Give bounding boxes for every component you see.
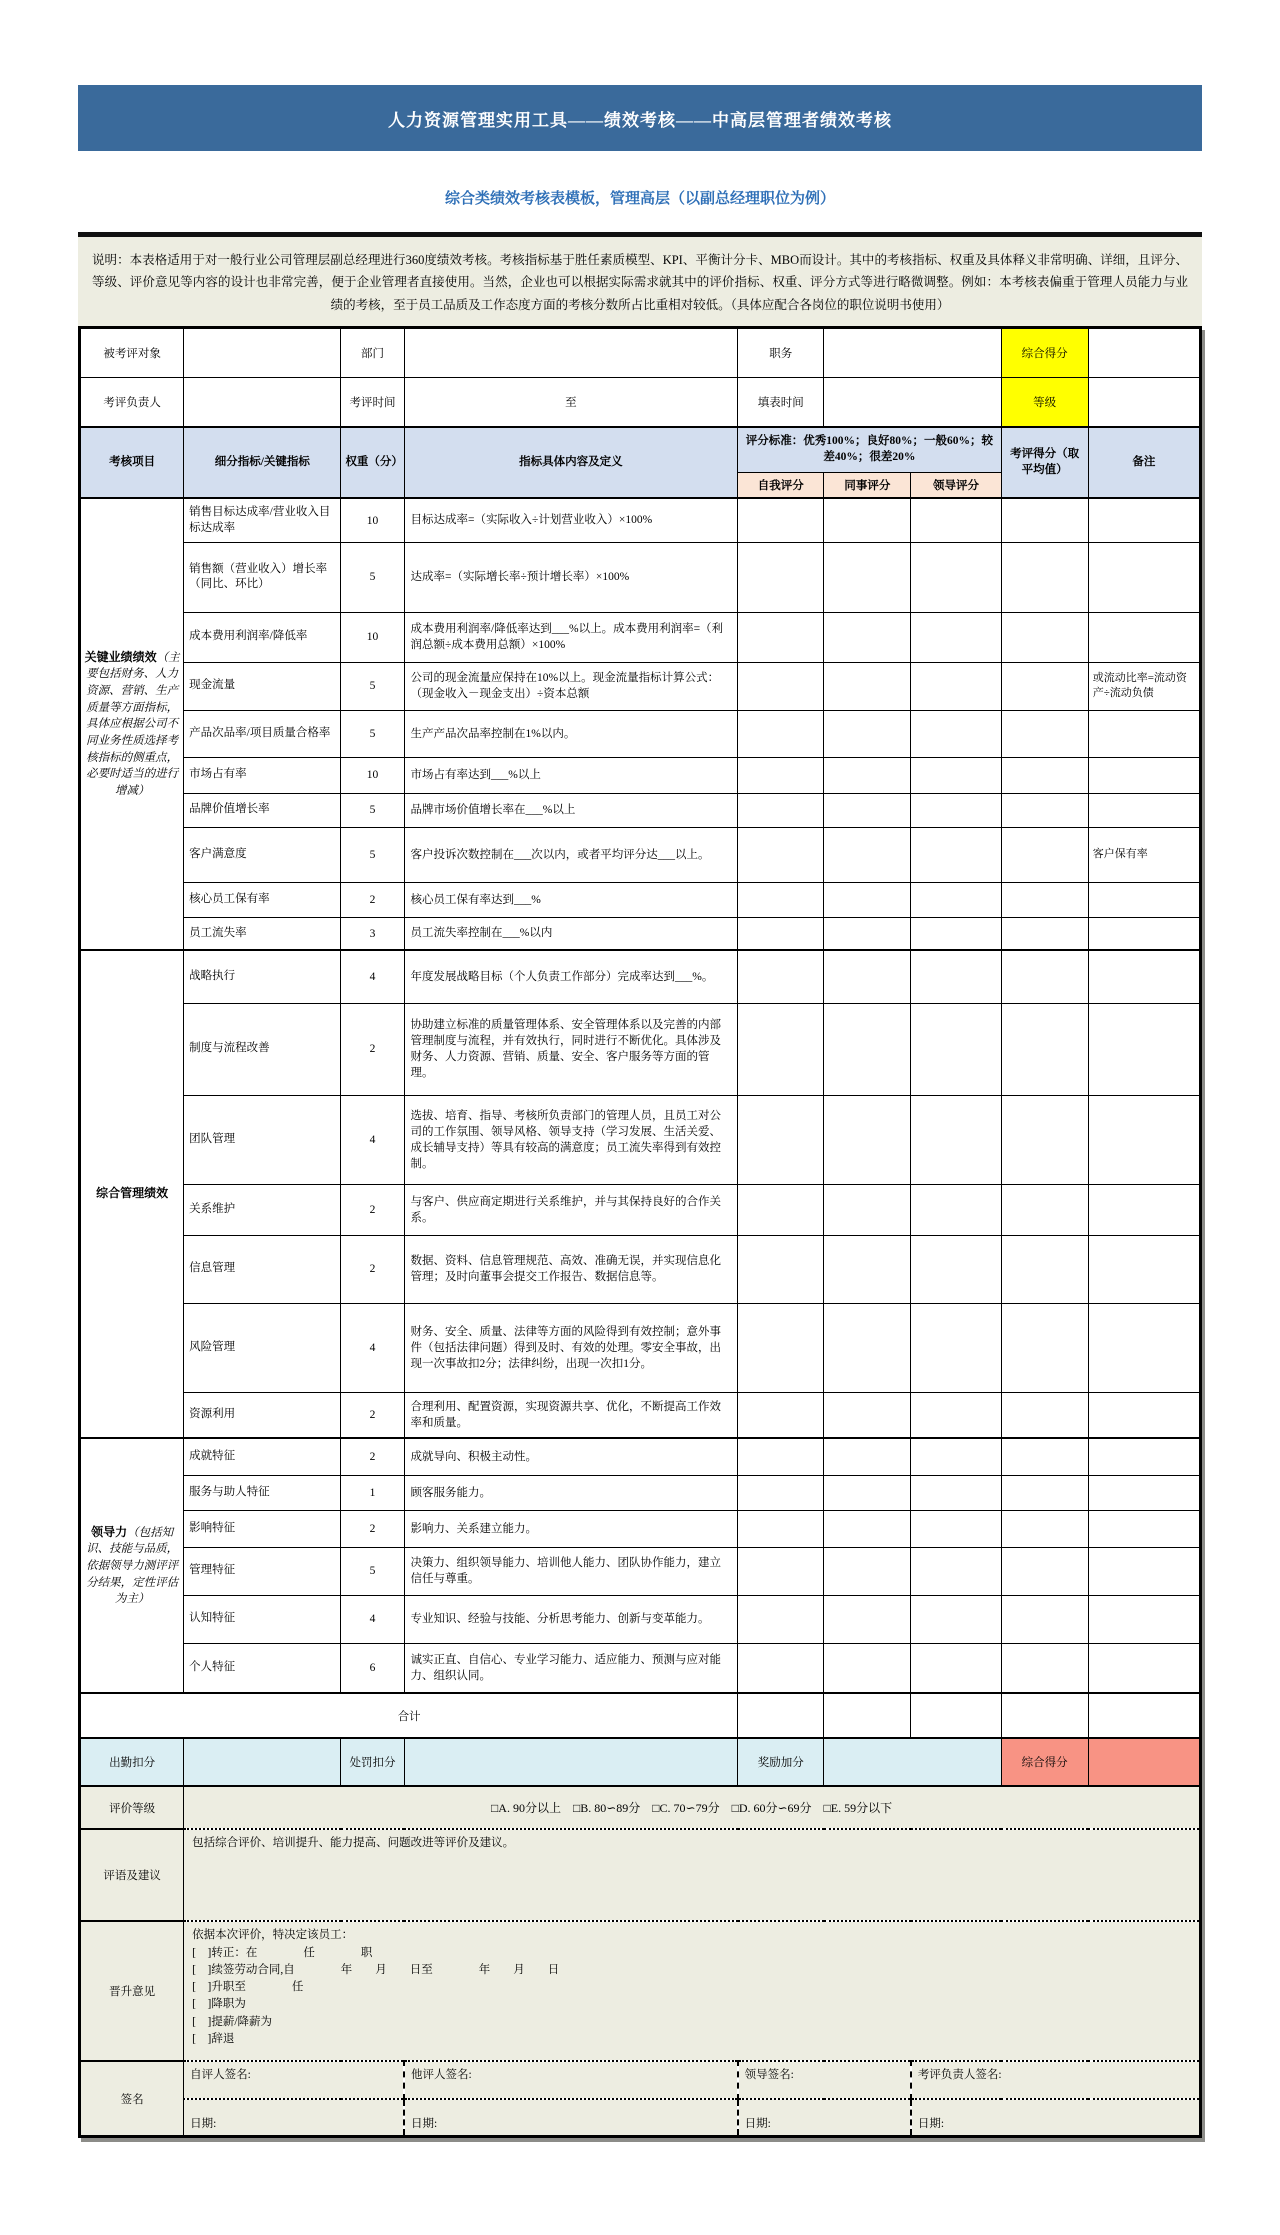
peer-score-cell[interactable] bbox=[824, 1547, 911, 1595]
section-name: 关键业绩绩效 bbox=[84, 649, 157, 664]
position-label: 职务 bbox=[738, 327, 824, 377]
total-peer-score-cell[interactable] bbox=[824, 1693, 911, 1738]
remark-cell bbox=[1088, 1095, 1200, 1184]
indicator-weight: 5 bbox=[341, 542, 404, 612]
info-row-1 bbox=[80, 327, 1201, 377]
indicator-row bbox=[80, 498, 1201, 542]
comments-content-cell[interactable]: 包括综合评价、培训提升、能力提高、问题改进等评价及建议。 bbox=[184, 1829, 1201, 1921]
peer-score-cell[interactable] bbox=[824, 662, 911, 710]
indicator-name: 影响特征 bbox=[184, 1510, 341, 1547]
peer-score-cell[interactable] bbox=[824, 793, 911, 827]
indicator-name: 风险管理 bbox=[184, 1303, 341, 1392]
examinee-value-cell[interactable] bbox=[184, 327, 341, 377]
signature-date-row bbox=[80, 2099, 1201, 2136]
remark-cell bbox=[1088, 1438, 1200, 1475]
indicator-row bbox=[80, 1095, 1201, 1184]
indicator-definition: 目标达成率=（实际收入÷计划营业收入）×100% bbox=[404, 498, 738, 542]
attendance-deduction-label: 出勤扣分 bbox=[80, 1738, 184, 1786]
leader-score-cell[interactable] bbox=[911, 1303, 1001, 1392]
grade-row bbox=[80, 1786, 1201, 1829]
self-score-cell[interactable] bbox=[738, 1184, 824, 1235]
indicator-name: 管理特征 bbox=[184, 1547, 341, 1595]
peer-score-cell[interactable] bbox=[824, 1003, 911, 1095]
leader-score-cell[interactable] bbox=[911, 1095, 1001, 1184]
indicator-definition: 品牌市场价值增长率在___%以上 bbox=[404, 793, 738, 827]
remark-cell bbox=[1088, 612, 1200, 662]
fill-date-value-cell[interactable] bbox=[824, 377, 1001, 427]
avg-score-cell[interactable] bbox=[1001, 1095, 1088, 1184]
indicator-row bbox=[80, 950, 1201, 1003]
indicator-weight: 2 bbox=[341, 1184, 404, 1235]
self-score-cell[interactable] bbox=[738, 662, 824, 710]
remark-cell bbox=[1088, 542, 1200, 612]
indicator-name: 成本费用利润率/降低率 bbox=[184, 612, 341, 662]
indicator-name: 市场占有率 bbox=[184, 757, 341, 793]
leader-score-cell[interactable] bbox=[911, 662, 1001, 710]
avg-score-cell[interactable] bbox=[1001, 757, 1088, 793]
indicator-row bbox=[80, 827, 1201, 882]
indicator-definition: 财务、安全、质量、法律等方面的风险得到有效控制；意外事件（包括法律问题）得到及时、有效的处理。零安全事故，出现一次事故扣2分；法律纠纷，出现一次扣1分。 bbox=[404, 1303, 738, 1392]
remark-cell bbox=[1088, 917, 1200, 950]
remark-cell bbox=[1088, 1475, 1200, 1510]
indicator-weight: 4 bbox=[341, 950, 404, 1003]
indicator-name: 服务与助人特征 bbox=[184, 1475, 341, 1510]
promotion-option[interactable]: [ ]升职至 任 bbox=[192, 1981, 304, 1993]
promotion-option[interactable]: [ ]续签劳动合同,自 年 月 日至 年 月 日 bbox=[192, 1963, 560, 1976]
period-to-cell[interactable]: 至 bbox=[404, 377, 738, 427]
peer-score-cell[interactable] bbox=[824, 827, 911, 882]
avg-score-cell[interactable] bbox=[1001, 882, 1088, 917]
indicator-name: 客户满意度 bbox=[184, 827, 341, 882]
self-score-cell[interactable] bbox=[738, 827, 824, 882]
avg-score-cell[interactable] bbox=[1001, 662, 1088, 710]
leader-score-cell[interactable] bbox=[911, 1438, 1001, 1475]
promotion-option[interactable]: [ ]转正：在 任 职 bbox=[192, 1946, 373, 1959]
leader-score-cell[interactable] bbox=[911, 1510, 1001, 1547]
comments-label: 评语及建议 bbox=[80, 1829, 184, 1921]
indicator-name: 关系维护 bbox=[184, 1184, 341, 1235]
peer-signer-cell[interactable]: 他评人签名: bbox=[404, 2061, 738, 2099]
peer-score-cell[interactable] bbox=[824, 1438, 911, 1475]
peer-score-cell[interactable] bbox=[824, 1643, 911, 1693]
self-score-cell[interactable] bbox=[738, 1235, 824, 1303]
overall-score-value-cell[interactable] bbox=[1088, 327, 1200, 377]
indicator-name: 信息管理 bbox=[184, 1235, 341, 1303]
self-score-cell[interactable] bbox=[738, 1303, 824, 1392]
avg-score-cell[interactable] bbox=[1001, 542, 1088, 612]
indicator-row bbox=[80, 1510, 1201, 1547]
avg-score-cell[interactable] bbox=[1001, 1235, 1088, 1303]
remark-cell bbox=[1088, 1595, 1200, 1643]
leader-score-cell[interactable] bbox=[911, 917, 1001, 950]
peer-score-cell[interactable] bbox=[824, 1392, 911, 1438]
section-label bbox=[80, 1438, 184, 1693]
avg-score-cell[interactable] bbox=[1001, 827, 1088, 882]
signature-label: 签名 bbox=[80, 2061, 184, 2136]
total-label: 合计 bbox=[80, 1693, 738, 1738]
penalty-deduction-value-cell[interactable] bbox=[404, 1738, 738, 1786]
indicator-name: 现金流量 bbox=[184, 662, 341, 710]
indicator-definition: 合理利用、配置资源，实现资源共享、优化，不断提高工作效率和质量。 bbox=[404, 1392, 738, 1438]
remark-cell bbox=[1088, 757, 1200, 793]
avg-score-cell[interactable] bbox=[1001, 612, 1088, 662]
indicator-row bbox=[80, 1235, 1201, 1303]
section-label bbox=[80, 498, 184, 950]
leader-date-cell[interactable]: 日期: bbox=[738, 2099, 911, 2136]
self-date-cell[interactable]: 日期: bbox=[184, 2099, 404, 2136]
col-header-weight: 权重（分） bbox=[341, 427, 404, 498]
indicator-weight: 10 bbox=[341, 498, 404, 542]
self-score-cell[interactable] bbox=[738, 757, 824, 793]
avg-score-cell[interactable] bbox=[1001, 793, 1088, 827]
section-label bbox=[80, 950, 184, 1438]
indicator-definition: 市场占有率达到___%以上 bbox=[404, 757, 738, 793]
avg-score-cell[interactable] bbox=[1001, 1003, 1088, 1095]
department-value-cell[interactable] bbox=[404, 327, 738, 377]
indicator-definition: 公司的现金流量应保持在10%以上。现金流量指标计算公式：（现金收入－现金支出）÷资本总额 bbox=[404, 662, 738, 710]
indicator-definition: 达成率=（实际增长率÷预计增长率）×100% bbox=[404, 542, 738, 612]
evaluation-grade-label: 评价等级 bbox=[80, 1786, 184, 1829]
total-self-score-cell[interactable] bbox=[738, 1693, 824, 1738]
indicator-weight: 2 bbox=[341, 1235, 404, 1303]
self-score-cell[interactable] bbox=[738, 1510, 824, 1547]
indicator-row bbox=[80, 1643, 1201, 1693]
avg-score-cell[interactable] bbox=[1001, 1595, 1088, 1643]
overall-score-label: 综合得分 bbox=[1001, 327, 1088, 377]
reward-bonus-value-cell[interactable] bbox=[824, 1738, 1001, 1786]
top-banner bbox=[78, 85, 1202, 151]
leader-score-cell[interactable] bbox=[911, 1547, 1001, 1595]
info-row-2 bbox=[80, 377, 1201, 427]
leader-score-cell[interactable] bbox=[911, 827, 1001, 882]
avg-score-cell[interactable] bbox=[1001, 1438, 1088, 1475]
leader-signer-cell[interactable]: 领导签名: bbox=[738, 2061, 911, 2099]
leader-score-cell[interactable] bbox=[911, 882, 1001, 917]
indicator-weight: 6 bbox=[341, 1643, 404, 1693]
peer-date-cell[interactable]: 日期: bbox=[404, 2099, 738, 2136]
remark-cell bbox=[1088, 1003, 1200, 1095]
avg-score-cell[interactable] bbox=[1001, 1510, 1088, 1547]
indicator-name: 核心员工保有率 bbox=[184, 882, 341, 917]
total-avg-score-cell[interactable] bbox=[1001, 1693, 1088, 1738]
form-subtitle: 综合类绩效考核表模板，管理高层（以副总经理职位为例） bbox=[444, 191, 835, 207]
leader-score-cell[interactable] bbox=[911, 793, 1001, 827]
indicator-definition: 决策力、组织领导能力、培训他人能力、团队协作能力，建立信任与尊重。 bbox=[404, 1547, 738, 1595]
promotion-options-list bbox=[192, 1927, 1191, 2048]
indicator-name: 个人特征 bbox=[184, 1643, 341, 1693]
col-header-leader-score: 领导评分 bbox=[911, 472, 1001, 498]
leader-score-cell[interactable] bbox=[911, 612, 1001, 662]
peer-score-cell[interactable] bbox=[824, 1184, 911, 1235]
avg-score-cell[interactable] bbox=[1001, 1184, 1088, 1235]
indicator-weight: 10 bbox=[341, 757, 404, 793]
peer-score-cell[interactable] bbox=[824, 1595, 911, 1643]
remark-cell bbox=[1088, 882, 1200, 917]
fill-date-label: 填表时间 bbox=[738, 377, 824, 427]
peer-score-cell[interactable] bbox=[824, 710, 911, 757]
leader-score-cell[interactable] bbox=[911, 1003, 1001, 1095]
indicator-row bbox=[80, 542, 1201, 612]
promotion-option[interactable]: [ ]提薪/降薪为 bbox=[192, 2015, 273, 2028]
leader-score-cell[interactable] bbox=[911, 1235, 1001, 1303]
self-score-cell[interactable] bbox=[738, 710, 824, 757]
indicator-definition: 影响力、关系建立能力。 bbox=[404, 1510, 738, 1547]
leader-score-cell[interactable] bbox=[911, 1475, 1001, 1510]
indicator-row bbox=[80, 917, 1201, 950]
indicator-weight: 5 bbox=[341, 710, 404, 757]
peer-score-cell[interactable] bbox=[824, 1235, 911, 1303]
final-overall-score-label: 综合得分 bbox=[1001, 1738, 1088, 1786]
indicator-row bbox=[80, 1595, 1201, 1643]
peer-score-cell[interactable] bbox=[824, 542, 911, 612]
assessor-date-cell[interactable]: 日期: bbox=[911, 2099, 1201, 2136]
peer-score-cell[interactable] bbox=[824, 1510, 911, 1547]
self-score-cell[interactable] bbox=[738, 1643, 824, 1693]
indicator-name: 产品次品率/项目质量合格率 bbox=[184, 710, 341, 757]
indicator-weight: 4 bbox=[341, 1095, 404, 1184]
indicator-weight: 2 bbox=[341, 1438, 404, 1475]
indicator-name: 资源利用 bbox=[184, 1392, 341, 1438]
peer-score-cell[interactable] bbox=[824, 1475, 911, 1510]
col-header-indicator: 细分指标/关键指标 bbox=[184, 427, 341, 498]
self-score-cell[interactable] bbox=[738, 1475, 824, 1510]
col-header-definition: 指标具体内容及定义 bbox=[404, 427, 738, 498]
indicator-row bbox=[80, 1392, 1201, 1438]
indicator-weight: 5 bbox=[341, 793, 404, 827]
section-description: （主要包括财务、人力资源、营销、生产质量等方面指标，具体应根据公司不同业务性质选择考核指标的侧重点，必要时适当的进行增减） bbox=[86, 651, 180, 798]
assessor-label: 考评负责人 bbox=[80, 377, 184, 427]
indicator-weight: 4 bbox=[341, 1595, 404, 1643]
remark-cell bbox=[1088, 1643, 1200, 1693]
self-score-cell[interactable] bbox=[738, 1438, 824, 1475]
col-header-remark: 备注 bbox=[1088, 427, 1200, 498]
peer-score-cell[interactable] bbox=[824, 612, 911, 662]
indicator-weight: 2 bbox=[341, 1392, 404, 1438]
promotion-option[interactable]: [ ]降职为 bbox=[192, 1998, 246, 2011]
final-overall-score-value-cell[interactable] bbox=[1088, 1738, 1200, 1786]
col-header-peer-score: 同事评分 bbox=[824, 472, 911, 498]
self-score-cell[interactable] bbox=[738, 1547, 824, 1595]
indicator-definition: 成本费用利润率/降低率达到___%以上。成本费用利润率=（利润总额÷成本费用总额）×100% bbox=[404, 612, 738, 662]
indicator-row bbox=[80, 1003, 1201, 1095]
indicator-row bbox=[80, 1475, 1201, 1510]
remark-cell: 或流动比率=流动资产÷流动负债 bbox=[1088, 662, 1200, 710]
scoring-standard: 评分标准：优秀100%；良好80%；一般60%；较差40%；很差20% bbox=[738, 427, 1001, 472]
indicator-definition: 协助建立标准的质量管理体系、安全管理体系以及完善的内部管理制度与流程，并有效执行，同时进行不断优化。具体涉及财务、人力资源、营销、质量、安全、客户服务等方面的管理。 bbox=[404, 1003, 738, 1095]
indicator-weight: 5 bbox=[341, 1547, 404, 1595]
col-header-score: 考评得分（取平均值） bbox=[1001, 427, 1088, 498]
indicator-row bbox=[80, 757, 1201, 793]
remark-cell bbox=[1088, 1235, 1200, 1303]
leader-score-cell[interactable] bbox=[911, 498, 1001, 542]
avg-score-cell[interactable] bbox=[1001, 1547, 1088, 1595]
indicator-weight: 4 bbox=[341, 1303, 404, 1392]
indicator-definition: 成就导向、积极主动性。 bbox=[404, 1438, 738, 1475]
indicator-row bbox=[80, 710, 1201, 757]
promotion-opinion-label: 晋升意见 bbox=[80, 1921, 184, 2061]
indicator-definition: 年度发展战略目标（个人负责工作部分）完成率达到___%。 bbox=[404, 950, 738, 1003]
avg-score-cell[interactable] bbox=[1001, 1392, 1088, 1438]
instructions-note: 说明：本表格适用于对一般行业公司管理层副总经理进行360度绩效考核。考核指标基于胜任素质模型、KPI、平衡计分卡、MBO而设计。其中的考核指标、权重及具体释义非常明确、详细，且评分、等级、评价意见等内容的设计也非常完善，便于企业管理者直接使用。当然，企业也可以根据实际需求就其中的评价指标、权重、评分方式等进行略微调整。例如：本考核表偏重于管理人员能力与业绩的考核，至于员工品质及工作态度方面的考核分数所占比重相对较低。（具体应配合各岗位的职位说明书使用） bbox=[78, 232, 1202, 326]
self-score-cell[interactable] bbox=[738, 793, 824, 827]
avg-score-cell[interactable] bbox=[1001, 498, 1088, 542]
indicator-row bbox=[80, 1303, 1201, 1392]
indicator-name: 员工流失率 bbox=[184, 917, 341, 950]
remark-cell: 客户保有率 bbox=[1088, 827, 1200, 882]
promotion-content-cell[interactable] bbox=[184, 1921, 1201, 2061]
peer-score-cell[interactable] bbox=[824, 882, 911, 917]
reward-bonus-label: 奖励加分 bbox=[738, 1738, 824, 1786]
indicator-name: 销售额（营业收入）增长率（同比、环比） bbox=[184, 542, 341, 612]
leader-score-cell[interactable] bbox=[911, 950, 1001, 1003]
avg-score-cell[interactable] bbox=[1001, 1303, 1088, 1392]
col-header-item: 考核项目 bbox=[80, 427, 184, 498]
self-score-cell[interactable] bbox=[738, 882, 824, 917]
adjustment-row bbox=[80, 1738, 1201, 1786]
examinee-label: 被考评对象 bbox=[80, 327, 184, 377]
indicator-definition: 诚实正直、自信心、专业学习能力、适应能力、预测与应对能力、组织认同。 bbox=[404, 1643, 738, 1693]
remark-cell bbox=[1088, 793, 1200, 827]
indicator-definition: 员工流失率控制在___%以内 bbox=[404, 917, 738, 950]
leader-score-cell[interactable] bbox=[911, 1595, 1001, 1643]
total-row bbox=[80, 1693, 1201, 1738]
avg-score-cell[interactable] bbox=[1001, 950, 1088, 1003]
leader-score-cell[interactable] bbox=[911, 757, 1001, 793]
indicator-name: 制度与流程改善 bbox=[184, 1003, 341, 1095]
self-score-cell[interactable] bbox=[738, 498, 824, 542]
assessor-value-cell[interactable] bbox=[184, 377, 341, 427]
avg-score-cell[interactable] bbox=[1001, 1643, 1088, 1693]
indicator-row bbox=[80, 612, 1201, 662]
section-name: 综合管理绩效 bbox=[96, 1186, 169, 1201]
remark-cell bbox=[1088, 1303, 1200, 1392]
self-score-cell[interactable] bbox=[738, 1003, 824, 1095]
peer-score-cell[interactable] bbox=[824, 950, 911, 1003]
indicator-row bbox=[80, 882, 1201, 917]
section-description: （包括知识、技能与品质，依据领导力测评评分结果，定性评估为主） bbox=[86, 1526, 179, 1606]
peer-score-cell[interactable] bbox=[824, 757, 911, 793]
remark-cell bbox=[1088, 1547, 1200, 1595]
indicator-weight: 5 bbox=[341, 827, 404, 882]
indicator-weight: 2 bbox=[341, 1510, 404, 1547]
remark-cell bbox=[1088, 1184, 1200, 1235]
leader-score-cell[interactable] bbox=[911, 542, 1001, 612]
self-score-cell[interactable] bbox=[738, 542, 824, 612]
remark-cell bbox=[1088, 498, 1200, 542]
indicator-row bbox=[80, 793, 1201, 827]
signature-row bbox=[80, 2061, 1201, 2099]
indicator-row bbox=[80, 1438, 1201, 1475]
peer-score-cell[interactable] bbox=[824, 1095, 911, 1184]
indicator-definition: 与客户、供应商定期进行关系维护，并与其保持良好的合作关系。 bbox=[404, 1184, 738, 1235]
indicator-definition: 顾客服务能力。 bbox=[404, 1475, 738, 1510]
indicator-weight: 2 bbox=[341, 1003, 404, 1095]
remark-cell bbox=[1088, 950, 1200, 1003]
self-score-cell[interactable] bbox=[738, 1392, 824, 1438]
assessment-table bbox=[78, 326, 1202, 2138]
self-score-cell[interactable] bbox=[738, 612, 824, 662]
col-header-self-score: 自我评分 bbox=[738, 472, 824, 498]
self-signer-cell[interactable]: 自评人签名: bbox=[184, 2061, 404, 2099]
comment-row bbox=[80, 1829, 1201, 1921]
indicator-row bbox=[80, 1184, 1201, 1235]
indicator-definition: 核心员工保有率达到___% bbox=[404, 882, 738, 917]
self-score-cell[interactable] bbox=[738, 950, 824, 1003]
indicator-name: 成就特征 bbox=[184, 1438, 341, 1475]
indicator-name: 认知特征 bbox=[184, 1595, 341, 1643]
peer-score-cell[interactable] bbox=[824, 1303, 911, 1392]
indicator-definition: 客户投诉次数控制在___次以内，或者平均评分达___以上。 bbox=[404, 827, 738, 882]
remark-cell bbox=[1088, 1510, 1200, 1547]
indicator-definition: 选拔、培育、指导、考核所负责部门的管理人员，且员工对公司的工作氛围、领导风格、领导支持（学习发展、生活关爱、成长辅导支持）等具有较高的满意度；员工流失率得到有效控制。 bbox=[404, 1095, 738, 1184]
peer-score-cell[interactable] bbox=[824, 917, 911, 950]
self-score-cell[interactable] bbox=[738, 917, 824, 950]
position-value-cell[interactable] bbox=[824, 327, 1001, 377]
peer-score-cell[interactable] bbox=[824, 498, 911, 542]
grade-value-cell[interactable] bbox=[1088, 377, 1200, 427]
avg-score-cell[interactable] bbox=[1001, 917, 1088, 950]
assessor-signer-cell[interactable]: 考评负责人签名: bbox=[911, 2061, 1201, 2099]
penalty-deduction-label: 处罚扣分 bbox=[341, 1738, 404, 1786]
avg-score-cell[interactable] bbox=[1001, 1475, 1088, 1510]
header-row bbox=[80, 427, 1201, 472]
total-leader-score-cell[interactable] bbox=[911, 1693, 1001, 1738]
indicator-weight: 5 bbox=[341, 662, 404, 710]
promotion-row bbox=[80, 1921, 1201, 2061]
avg-score-cell[interactable] bbox=[1001, 710, 1088, 757]
period-label: 考评时间 bbox=[341, 377, 404, 427]
banner-title: 人力资源管理实用工具——绩效考核——中高层管理者绩效考核 bbox=[388, 110, 892, 130]
department-label: 部门 bbox=[341, 327, 404, 377]
remark-cell bbox=[1088, 710, 1200, 757]
promotion-intro-line: 依据本次评价，特决定该员工： bbox=[192, 1929, 354, 1942]
self-score-cell[interactable] bbox=[738, 1095, 824, 1184]
indicator-weight: 3 bbox=[341, 917, 404, 950]
indicator-name: 品牌价值增长率 bbox=[184, 793, 341, 827]
attendance-deduction-value-cell[interactable] bbox=[184, 1738, 341, 1786]
leader-score-cell[interactable] bbox=[911, 1184, 1001, 1235]
leader-score-cell[interactable] bbox=[911, 1643, 1001, 1693]
indicator-definition: 数据、资料、信息管理规范、高效、准确无误，并实现信息化管理；及时向董事会提交工作报告、数据信息等。 bbox=[404, 1235, 738, 1303]
indicator-definition: 生产产品次品率控制在1%以内。 bbox=[404, 710, 738, 757]
promotion-option[interactable]: [ ]辞退 bbox=[192, 2032, 235, 2045]
remark-cell bbox=[1088, 1392, 1200, 1438]
indicator-row bbox=[80, 1547, 1201, 1595]
grade-label: 等级 bbox=[1001, 377, 1088, 427]
leader-score-cell[interactable] bbox=[911, 710, 1001, 757]
leader-score-cell[interactable] bbox=[911, 1392, 1001, 1438]
indicator-definition: 专业知识、经验与技能、分析思考能力、创新与变革能力。 bbox=[404, 1595, 738, 1643]
indicator-name: 战略执行 bbox=[184, 950, 341, 1003]
self-score-cell[interactable] bbox=[738, 1595, 824, 1643]
section-name: 领导力 bbox=[91, 1524, 128, 1539]
indicator-name: 销售目标达成率/营业收入目标达成率 bbox=[184, 498, 341, 542]
indicator-weight: 10 bbox=[341, 612, 404, 662]
total-remark-cell bbox=[1088, 1693, 1200, 1738]
indicator-name: 团队管理 bbox=[184, 1095, 341, 1184]
indicator-weight: 2 bbox=[341, 882, 404, 917]
indicator-weight: 1 bbox=[341, 1475, 404, 1510]
indicator-row bbox=[80, 662, 1201, 710]
grade-options[interactable]: □A. 90分以上 □B. 80∽89分 □C. 70∽79分 □D. 60分∽69分 □E. 59分以下 bbox=[184, 1786, 1201, 1829]
